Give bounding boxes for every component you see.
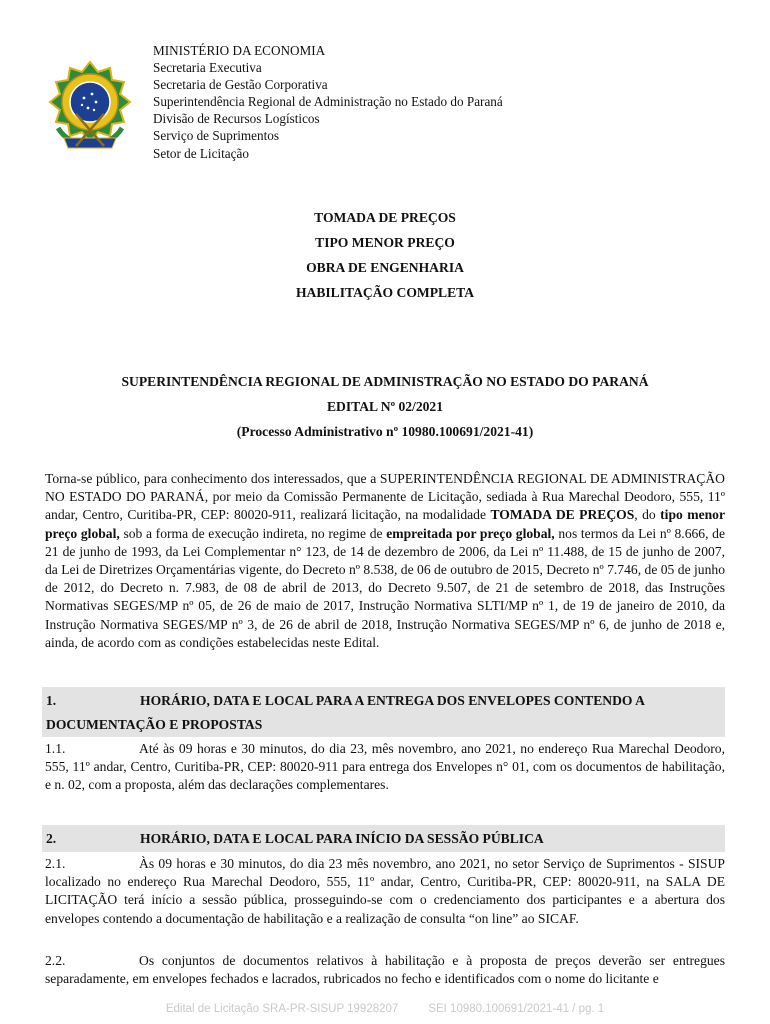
footer-edital-id: Edital de Licitação SRA-PR-SISUP 19928207 (165, 1003, 399, 1015)
page-footer (0, 1003, 770, 1015)
title-line: OBRA DE ENGENHARIA (306, 260, 464, 275)
header-line: Secretaria Executiva (153, 60, 262, 76)
header-line: MINISTÉRIO DA ECONOMIA (153, 43, 326, 58)
intro-bold-regime: empreitada por preço global, (386, 525, 555, 541)
processo-number: (Processo Administrativo nº 10980.100691/2021-41) (236, 424, 534, 439)
footer-sei-page: SEI 10980.100691/2021-41 / pg. 1 (428, 1003, 605, 1015)
title-line: TOMADA DE PREÇOS (314, 210, 456, 225)
item-number: 1.1. (45, 741, 66, 756)
section-number: 2. (46, 831, 57, 846)
header-line: Setor de Licitação (153, 145, 249, 161)
title-line: TIPO MENOR PREÇO (315, 235, 455, 250)
header-line: Divisão de Recursos Logísticos (153, 111, 320, 127)
item-text: Os conjuntos de documentos relativos à habilitação e à proposta de preços deverão ser entregues separadamente, em envelopes fechados e lacrados, rubricados no fecho e identificados com o nome do licitante e (45, 953, 725, 987)
item-text: Às 09 horas e 30 minutos, do dia 23 mês novembro, ano 2021, no setor Serviço de Suprimentos - SISUP localizado no endereço Rua Marechal Deodoro, 555, 11º andar, Centro, Curitiba-PR, CEP: 80020-911, na SALA DE LICITAÇÃO terá início a sessão pública, prosseguindo-se com o credenciamento dos participantes e a abertura dos envelopes contendo a documentação de habilitação e a realização de consulta “on line” ao SICAF. (45, 856, 725, 926)
item-number: 2.2. (45, 953, 66, 968)
section-1-heading (42, 687, 725, 737)
item-2-1 (45, 855, 725, 928)
section-title: HORÁRIO, DATA E LOCAL PARA INÍCIO DA SESSÃO PÚBLICA (140, 831, 544, 846)
header-line: Serviço de Suprimentos (153, 128, 279, 144)
document-title (0, 205, 770, 305)
item-2-2 (45, 952, 725, 988)
intro-bold-tipo: tipo menor preço global, (45, 507, 726, 541)
title-line: HABILITAÇÃO COMPLETA (295, 285, 475, 300)
intro-text: sob a forma de execução indireta, no regime de (119, 525, 387, 541)
item-1-1 (45, 740, 725, 795)
edital-number: EDITAL Nº 02/2021 (326, 399, 444, 414)
intro-text: , do (634, 507, 661, 523)
intro-text: nos termos da Lei nº 8.666, de 21 de junho de 1993, da Lei Complementar n° 123, de 14 de dezembro de 2006, da Lei nº 11.488, de 15 de junho de 2007, da Lei de Diretrizes Orçamentárias vigente, do Decreto nº 8.538, de 06 de outubro de 2015, Decreto nº 7.746, de 05 de junho de 2012, do Decreto n. 7.983, de 08 de abril de 2013, do Decreto 9.507, de 21 de setembro de 2018, das Instruções Normativas SEGES/MP nº 05, de 26 de maio de 2017, Instrução Normativa SLTI/MP nº 1, de 19 de janeiro de 2010, da Instrução Normativa SEGES/MP nº 3, de 26 de abril de 2018, Instrução Normativa SEGES/MP nº 6, de junho de 2018 e, ainda, de acordo com as condições estabelecidas neste Edital. (45, 525, 725, 650)
brazil-coat-of-arms-icon (46, 58, 134, 154)
org-name: SUPERINTENDÊNCIA REGIONAL DE ADMINISTRAÇÃO NO ESTADO DO PARANÁ (121, 374, 649, 389)
header-ministry-lines (153, 42, 503, 162)
intro-text: Torna-se público, para conhecimento dos interessados, que a SUPERINTENDÊNCIA REGIONAL DE ADMINISTRAÇÃO NO ESTADO DO PARANÁ, por meio da Comissão Permanente de Licitação, sediada à Rua Marechal Deodoro, 555, 11º andar, Centro, Curitiba-PR, CEP: 80020-911, realizará licitação, na modalidade (45, 471, 725, 523)
edital-heading (0, 369, 770, 444)
section-number: 1. (46, 693, 57, 708)
intro-bold-modalidade: TOMADA DE PREÇOS (490, 507, 635, 523)
section-title: HORÁRIO, DATA E LOCAL PARA A ENTREGA DOS ENVELOPES CONTENDO A DOCUMENTAÇÃO E PROPOSTAS (46, 693, 645, 732)
item-text: Até às 09 horas e 30 minutos, do dia 23, mês novembro, ano 2021, no endereço Rua Marechal Deodoro, 555, 11º andar, Centro, Curitiba-PR, CEP: 80020-911 para entrega dos Envelopes n° 01, com os documentos de habilitação, e n. 02, com a proposta, além das declarações complementares. (45, 741, 725, 793)
intro-paragraph (45, 470, 725, 652)
section-2-heading (42, 825, 725, 852)
header-line: Secretaria de Gestão Corporativa (153, 77, 328, 93)
header-line: Superintendência Regional de Administração no Estado do Paraná (153, 94, 503, 110)
item-number: 2.1. (45, 856, 66, 871)
